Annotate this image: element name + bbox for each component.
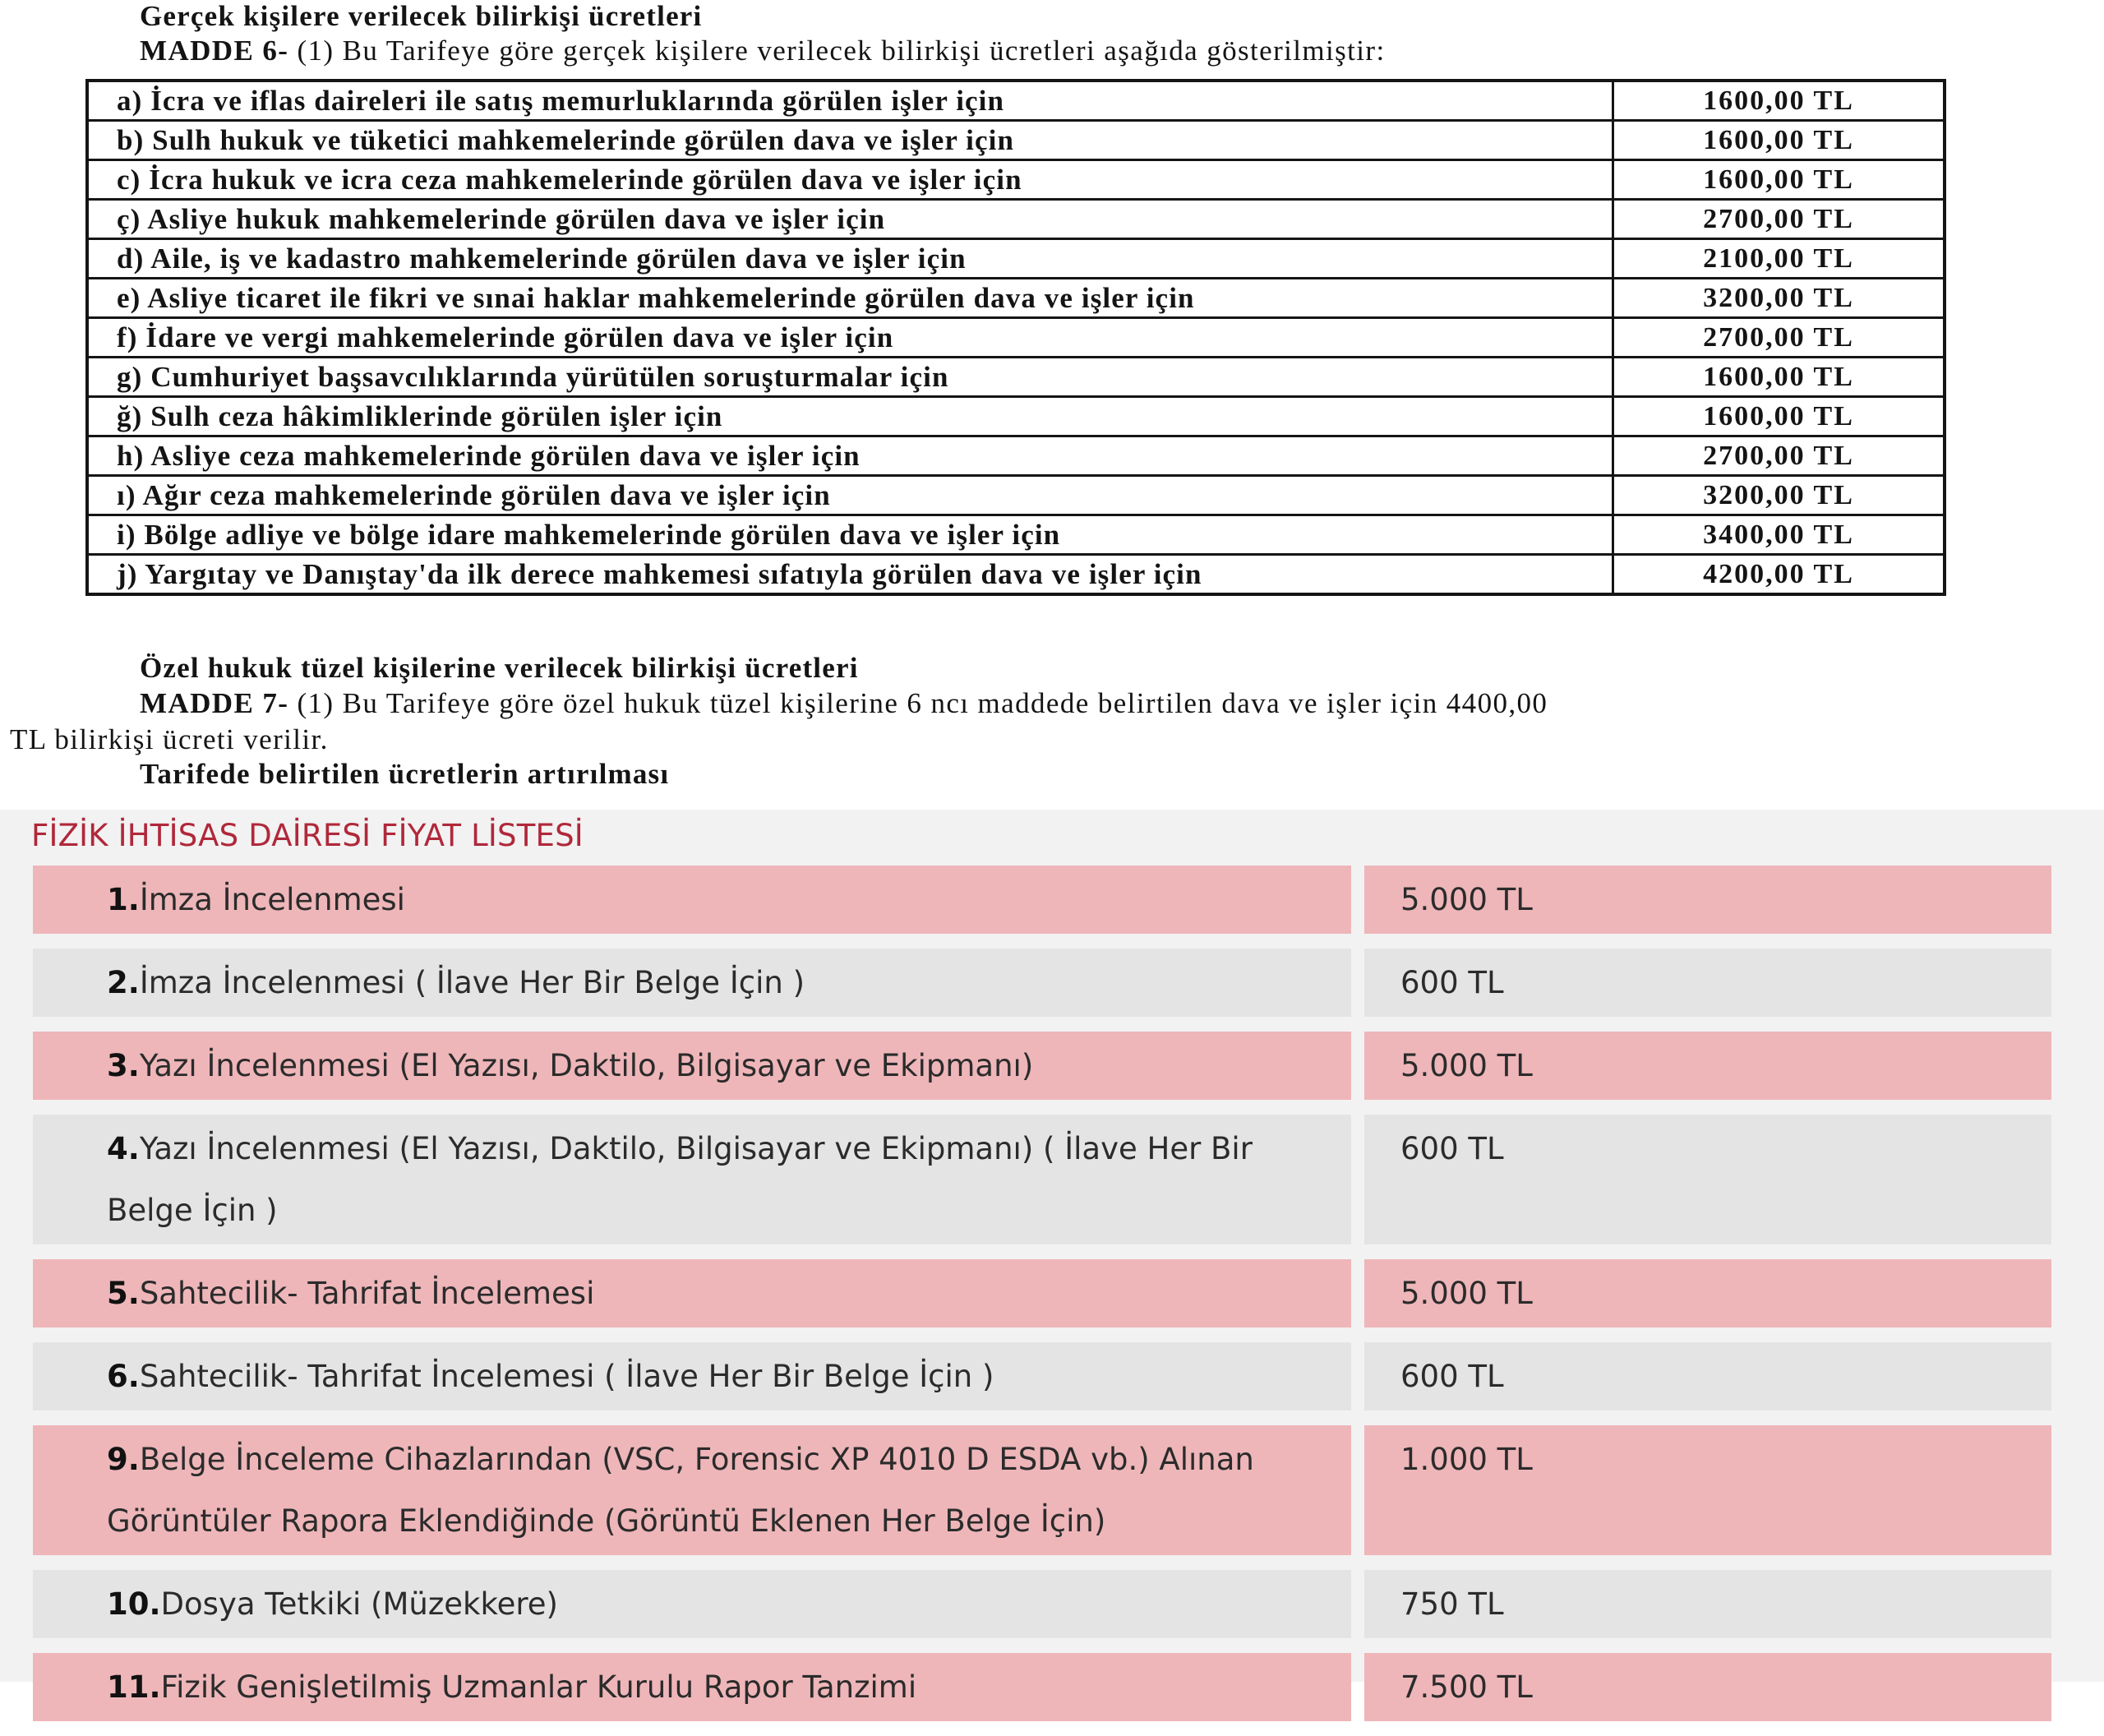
fee-item-description: g) Cumhuriyet başsavcılıklarında yürütülen soruşturmalar için — [87, 358, 1613, 397]
price-list-row — [33, 1425, 2051, 1555]
price-list-row — [33, 1342, 2051, 1410]
article-7-label: MADDE 7- — [140, 687, 289, 719]
fee-amount: 2700,00 TL — [1613, 436, 1945, 476]
price-item-number: 5. — [107, 1276, 140, 1311]
price-list-row — [33, 1032, 2051, 1100]
fee-amount: 2100,00 TL — [1613, 239, 1945, 279]
section-6-title: Gerçek kişilere verilecek bilirkişi ücretleri — [140, 0, 703, 32]
fee-item-description: ı) Ağır ceza mahkemelerinde görülen dava ve işler için — [87, 476, 1613, 515]
price-item-number: 9. — [107, 1442, 140, 1477]
price-list-row — [33, 1115, 2051, 1244]
price-list-row — [33, 949, 2051, 1017]
expert-fee-table — [85, 79, 1946, 596]
fee-table-row — [87, 555, 1945, 595]
fee-table-row — [87, 81, 1945, 121]
price-item-text: Belge İnceleme Cihazlarından (VSC, Forensic XP 4010 D ESDA vb.) Alınan Görüntüler Rapora Eklendiğinde (Görüntü Eklenen Her Belge İçin) — [107, 1442, 1254, 1539]
price-item-text: Yazı İncelenmesi (El Yazısı, Daktilo, Bilgisayar ve Ekipmanı) — [139, 1048, 1034, 1083]
price-item-value: 1.000 TL — [1364, 1425, 2051, 1555]
fee-amount: 2700,00 TL — [1613, 200, 1945, 239]
price-item-label — [33, 1425, 1351, 1555]
price-item-text: İmza İncelenmesi ( İlave Her Bir Belge İçin ) — [139, 965, 805, 1000]
article-6-label: MADDE 6- — [140, 35, 289, 67]
fee-table-row — [87, 200, 1945, 239]
price-item-text: Dosya Tetkiki (Müzekkere) — [160, 1586, 558, 1622]
price-item-text: Sahtecilik- Tahrifat İncelemesi ( İlave Her Bir Belge İçin ) — [139, 1359, 994, 1394]
price-item-label — [33, 1570, 1351, 1638]
price-item-text: İmza İncelenmesi — [139, 882, 405, 917]
price-item-label — [33, 949, 1351, 1017]
article-6-paragraph — [140, 35, 1386, 67]
price-item-number: 10. — [107, 1586, 161, 1622]
price-item-value: 7.500 TL — [1364, 1653, 2051, 1721]
article-7-text-continued: TL bilirkişi ücreti verilir. — [10, 723, 329, 755]
fee-table-row — [87, 160, 1945, 200]
price-item-value: 600 TL — [1364, 1115, 2051, 1244]
fee-table-row — [87, 358, 1945, 397]
price-item-value: 750 TL — [1364, 1570, 2051, 1638]
fee-table-row — [87, 476, 1945, 515]
price-item-number: 11. — [107, 1669, 161, 1705]
price-item-label — [33, 1342, 1351, 1410]
price-list-row — [33, 1653, 2051, 1721]
price-list — [33, 866, 2051, 1736]
fee-amount: 2700,00 TL — [1613, 318, 1945, 358]
fee-item-description: i) Bölge adliye ve bölge idare mahkemelerinde görülen dava ve işler için — [87, 515, 1613, 555]
price-item-value: 600 TL — [1364, 1342, 2051, 1410]
fee-amount: 1600,00 TL — [1613, 358, 1945, 397]
fee-amount: 4200,00 TL — [1613, 555, 1945, 595]
price-item-value: 5.000 TL — [1364, 1259, 2051, 1327]
price-item-value: 5.000 TL — [1364, 1032, 2051, 1100]
price-list-title: FİZİK İHTİSAS DAİRESİ FİYAT LİSTESİ — [31, 818, 584, 853]
article-6-text: (1) Bu Tarifeye göre gerçek kişilere verilecek bilirkişi ücretleri aşağıda gösterilmiştir: — [288, 35, 1386, 67]
fee-item-description: e) Asliye ticaret ile fikri ve sınai haklar mahkemelerinde görülen dava ve işler için — [87, 279, 1613, 318]
fee-amount: 1600,00 TL — [1613, 81, 1945, 121]
fee-amount: 3200,00 TL — [1613, 476, 1945, 515]
price-list-section — [0, 810, 2104, 1705]
fee-item-description: d) Aile, iş ve kadastro mahkemelerinde görülen dava ve işler için — [87, 239, 1613, 279]
article-7-paragraph — [140, 687, 1548, 720]
fee-item-description: b) Sulh hukuk ve tüketici mahkemelerinde görülen dava ve işler için — [87, 121, 1613, 160]
fee-amount: 1600,00 TL — [1613, 160, 1945, 200]
fee-item-description: j) Yargıtay ve Danıştay'da ilk derece mahkemesi sıfatıyla görülen dava ve işler için — [87, 555, 1613, 595]
fee-amount: 3400,00 TL — [1613, 515, 1945, 555]
fee-amount: 1600,00 TL — [1613, 397, 1945, 436]
fee-table-row — [87, 515, 1945, 555]
price-item-text: Fizik Genişletilmiş Uzmanlar Kurulu Rapor Tanzimi — [160, 1669, 917, 1705]
section-7-title: Özel hukuk tüzel kişilerine verilecek bilirkişi ücretleri — [140, 652, 859, 684]
price-item-text: Sahtecilik- Tahrifat İncelemesi — [139, 1276, 595, 1311]
fee-item-description: f) İdare ve vergi mahkemelerinde görülen dava ve işler için — [87, 318, 1613, 358]
price-item-text: Yazı İncelenmesi (El Yazısı, Daktilo, Bilgisayar ve Ekipmanı) ( İlave Her Bir Belge İçin ) — [107, 1131, 1253, 1228]
fee-amount: 3200,00 TL — [1613, 279, 1945, 318]
fee-table-row — [87, 397, 1945, 436]
price-item-label — [33, 1259, 1351, 1327]
article-7-text: (1) Bu Tarifeye göre özel hukuk tüzel kişilerine 6 ncı maddede belirtilen dava ve işler için 4400,00 — [288, 687, 1548, 719]
legal-document-scan — [0, 0, 2104, 810]
price-item-number: 4. — [107, 1131, 140, 1166]
fee-item-description: ç) Asliye hukuk mahkemelerinde görülen dava ve işler için — [87, 200, 1613, 239]
price-item-number: 2. — [107, 965, 140, 1000]
price-item-label — [33, 1032, 1351, 1100]
fee-item-description: a) İcra ve iflas daireleri ile satış memurluklarında görülen işler için — [87, 81, 1613, 121]
fee-item-description: h) Asliye ceza mahkemelerinde görülen dava ve işler için — [87, 436, 1613, 476]
price-item-value: 600 TL — [1364, 949, 2051, 1017]
price-item-number: 6. — [107, 1359, 140, 1394]
fee-table-row — [87, 318, 1945, 358]
price-item-number: 3. — [107, 1048, 140, 1083]
fee-table-row — [87, 279, 1945, 318]
price-list-row — [33, 866, 2051, 934]
price-item-label — [33, 866, 1351, 934]
fee-table-row — [87, 239, 1945, 279]
price-list-row — [33, 1570, 2051, 1638]
fee-table-row — [87, 436, 1945, 476]
fee-item-description: ğ) Sulh ceza hâkimliklerinde görülen işler için — [87, 397, 1613, 436]
fee-item-description: c) İcra hukuk ve icra ceza mahkemelerinde görülen dava ve işler için — [87, 160, 1613, 200]
price-list-row — [33, 1259, 2051, 1327]
price-item-label — [33, 1115, 1351, 1244]
fee-amount: 1600,00 TL — [1613, 121, 1945, 160]
section-8-title: Tarifede belirtilen ücretlerin artırılması — [140, 758, 670, 790]
price-item-number: 1. — [107, 882, 140, 917]
price-item-value: 5.000 TL — [1364, 866, 2051, 934]
price-item-label — [33, 1653, 1351, 1721]
fee-table-row — [87, 121, 1945, 160]
